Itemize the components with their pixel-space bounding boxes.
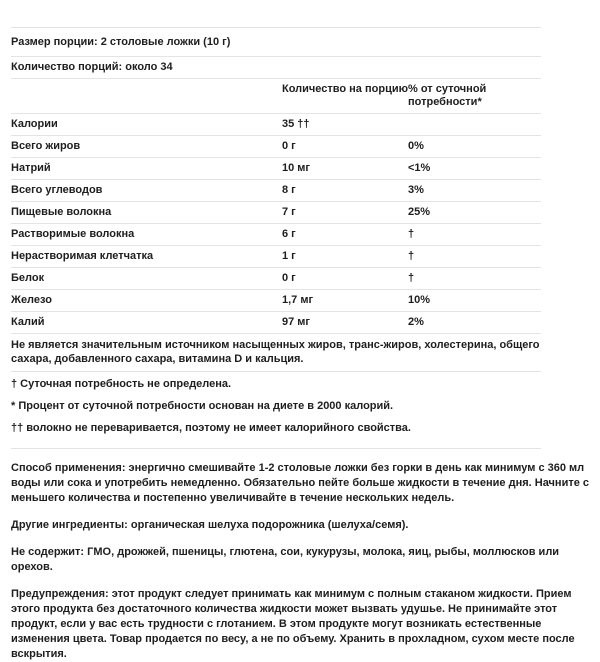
table-row-insoluble-fiber xyxy=(11,246,541,268)
does-not-contain-paragraph: Не содержит: ГМО, дрожжей, пшеницы, глютена, сои, кукурузы, молока, яиц, рыбы, моллюсков или орехов. xyxy=(11,546,560,573)
servings-per-container-row xyxy=(11,56,541,78)
nutrient-name: Калории xyxy=(11,118,58,130)
footnote-fiber-not-digested: †† волокно не переваривается, поэтому не имеет калорийного свойства. xyxy=(11,422,411,434)
nutrient-name: Всего углеводов xyxy=(11,184,103,196)
nutrition-table-area xyxy=(11,27,541,449)
nutrient-name: Белок xyxy=(11,272,45,284)
nutrient-name: Калий xyxy=(11,316,45,328)
table-row-dietary-fiber xyxy=(11,202,541,224)
nutrient-name: Растворимые волокна xyxy=(11,228,135,240)
nutrient-amount: 7 г xyxy=(282,206,296,218)
not-significant-source-note: Не является значительным источником насыщенных жиров, транс-жиров, холестерина, общего сахара, добавленного сахара, витамина D и кальция. xyxy=(11,334,541,372)
table-row-total-fat xyxy=(11,136,541,158)
table-row-protein xyxy=(11,268,541,290)
nutrient-amount: 1,7 мг xyxy=(282,294,314,306)
nutrient-amount: 1 г xyxy=(282,250,296,262)
nutrient-dv: † xyxy=(408,228,415,240)
nutrient-name: Натрий xyxy=(11,162,51,174)
column-header-amount-per-serving: Количество на порцию xyxy=(282,83,408,95)
nutrient-dv: † xyxy=(408,250,415,262)
table-row-sodium xyxy=(11,158,541,180)
column-header-daily-value: % от суточной потребности* xyxy=(408,83,487,108)
nutrient-dv: 3% xyxy=(408,184,424,196)
header-spacer xyxy=(11,83,282,109)
warnings-paragraph: Предупреждения: этот продукт следует принимать как минимум с полным стаканом жидкости. Прием этого продукта без достаточного количества жидкости может вызвать удушье. Не принимайте этот продукт, если у вас есть трудности с глотанием. В этом продукте могут возникать естественные изменения цвета. Товар продается по весу, а не по объему. Хранить в прохладном, сухом месте после вскрытия. xyxy=(11,588,575,660)
table-row-soluble-fiber xyxy=(11,224,541,246)
footnotes-block xyxy=(11,372,541,449)
table-row-potassium xyxy=(11,312,541,334)
serving-size-row xyxy=(11,27,541,56)
nutrient-dv: <1% xyxy=(408,162,431,174)
other-ingredients-paragraph: Другие ингредиенты: органическая шелуха подорожника (шелуха/семя). xyxy=(11,519,409,531)
servings-per-container-text: Количество порций: около 34 xyxy=(11,61,173,73)
nutrient-amount: 0 г xyxy=(282,272,296,284)
footnote-daily-value-not-established: † Суточная потребность не определена. xyxy=(11,378,232,390)
nutrient-dv xyxy=(408,118,541,131)
nutrient-amount: 10 мг xyxy=(282,162,311,174)
nutrient-amount: 35 †† xyxy=(282,118,310,130)
table-header-row xyxy=(11,78,541,114)
table-row-calories xyxy=(11,114,541,136)
directions-paragraph: Способ применения: энергично смешивайте 1-2 столовые ложки без горки в день как минимум с 360 мл воды или сока и употребить немедленно. Обязательно пейте больше жидкости в течение дня. Начните с меньшего количества и постепенно увеличивайте в течение нескольких недель. xyxy=(11,462,590,504)
nutrient-dv: † xyxy=(408,272,415,284)
nutrient-dv: 25% xyxy=(408,206,431,218)
table-row-total-carbs xyxy=(11,180,541,202)
nutrient-dv: 2% xyxy=(408,316,424,328)
nutrient-dv: 0% xyxy=(408,140,424,152)
nutrient-amount: 97 мг xyxy=(282,316,311,328)
nutrient-name: Всего жиров xyxy=(11,140,81,152)
nutrient-amount: 8 г xyxy=(282,184,296,196)
serving-size-text: Размер порции: 2 столовые ложки (10 г) xyxy=(11,36,231,48)
nutrient-amount: 6 г xyxy=(282,228,296,240)
nutrient-dv: 10% xyxy=(408,294,431,306)
nutrient-name: Пищевые волокна xyxy=(11,206,112,218)
table-row-iron xyxy=(11,290,541,312)
footnote-2000-calorie-diet: * Процент от суточной потребности основан на диете в 2000 калорий. xyxy=(11,400,394,412)
nutrient-name: Нерастворимая клетчатка xyxy=(11,250,154,262)
nutrient-name: Железо xyxy=(11,294,52,306)
nutrient-amount: 0 г xyxy=(282,140,296,152)
